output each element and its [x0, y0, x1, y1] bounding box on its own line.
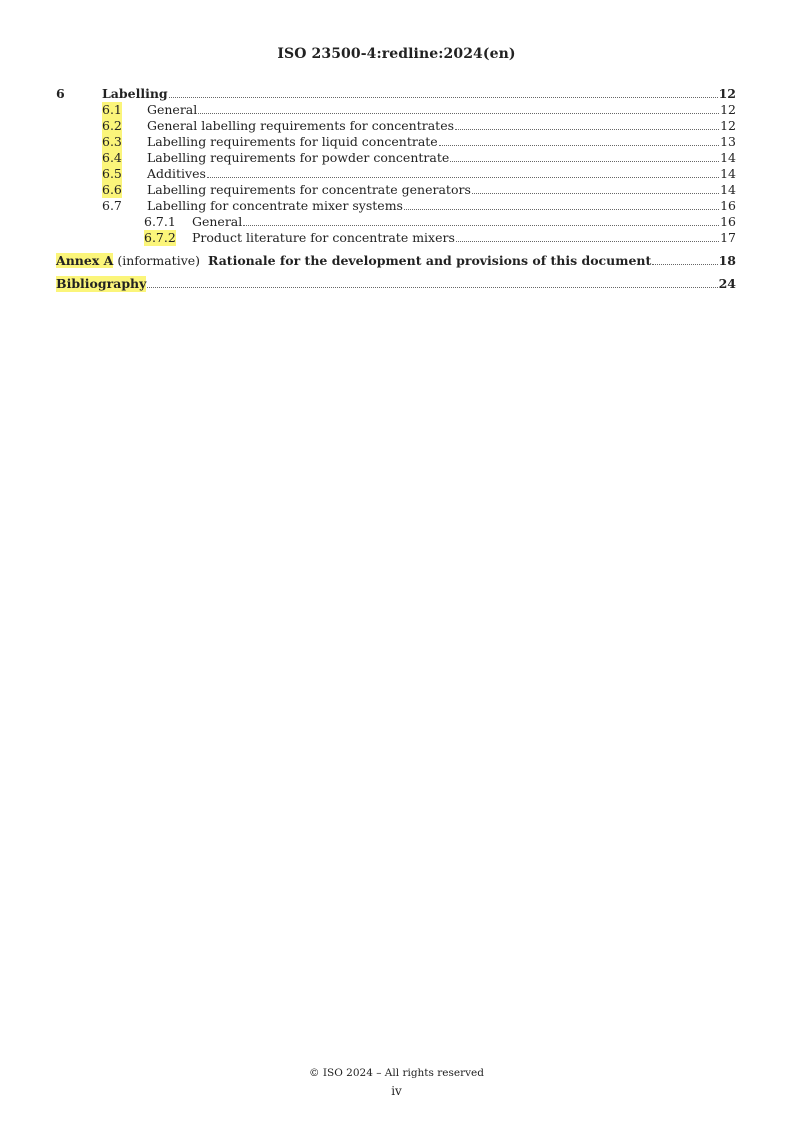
- dot-leader: [207, 176, 719, 178]
- toc-page: 16: [720, 214, 736, 229]
- toc-number: 6.7.2: [144, 230, 176, 245]
- dot-leader: [147, 286, 717, 288]
- toc-number: 6.7.1: [144, 214, 176, 229]
- page-footer: [0, 1067, 793, 1098]
- toc-entry-6-1[interactable]: [56, 102, 736, 118]
- toc-number: 6.2: [102, 118, 122, 133]
- dot-leader: [456, 240, 719, 242]
- toc-number: 6: [56, 86, 65, 101]
- toc-title: General labelling requirements for concentrates: [147, 118, 455, 133]
- dot-leader: [439, 144, 719, 146]
- dot-leader: [450, 160, 719, 162]
- toc-page: 13: [720, 134, 736, 149]
- page-number: iv: [391, 1084, 402, 1098]
- toc-entry-bibliography[interactable]: [56, 276, 736, 292]
- toc-page: 16: [720, 198, 736, 213]
- toc-page: 12: [720, 118, 736, 133]
- toc-title: General: [147, 102, 198, 117]
- toc-title: Labelling requirements for liquid concentrate: [147, 134, 438, 149]
- toc-number: 6.7: [102, 198, 122, 213]
- toc-entry-6-7-2[interactable]: [56, 230, 736, 246]
- toc-page: 14: [720, 150, 736, 165]
- toc-entry-annex-a[interactable]: [56, 253, 736, 269]
- toc-number: 6.6: [102, 182, 122, 197]
- toc-number: 6.5: [102, 166, 122, 181]
- toc-title: Additives: [147, 166, 206, 181]
- document-header: ISO 23500-4:redline:2024(en): [277, 46, 516, 62]
- table-of-contents: [56, 86, 736, 292]
- toc-page: 14: [720, 166, 736, 181]
- toc-number: 6.1: [102, 102, 122, 117]
- toc-entry-6-3[interactable]: [56, 134, 736, 150]
- toc-title: Product literature for concentrate mixers: [192, 230, 455, 245]
- dot-leader: [652, 263, 717, 265]
- toc-page: 18: [718, 253, 736, 268]
- toc-page: 12: [720, 102, 736, 117]
- toc-number: 6.3: [102, 134, 122, 149]
- toc-title: Labelling requirements for concentrate generators: [147, 182, 471, 197]
- toc-title: Labelling requirements for powder concentrate: [147, 150, 450, 165]
- toc-entry-6-2[interactable]: [56, 118, 736, 134]
- dot-leader: [169, 96, 718, 98]
- copyright-notice: © ISO 2024 – All rights reserved: [309, 1067, 484, 1079]
- toc-title: Rationale for the development and provisions of this document: [208, 253, 652, 268]
- toc-entry-6-6[interactable]: [56, 182, 736, 198]
- dot-leader: [198, 112, 719, 114]
- toc-page: 14: [720, 182, 736, 197]
- toc-title: Labelling: [102, 86, 168, 101]
- toc-entry-6-7[interactable]: [56, 198, 736, 214]
- toc-entry-6-7-1[interactable]: [56, 214, 736, 230]
- toc-title: Labelling for concentrate mixer systems: [147, 198, 403, 213]
- toc-entry-6-5[interactable]: [56, 166, 736, 182]
- dot-leader: [243, 224, 719, 226]
- toc-page: 17: [720, 230, 736, 245]
- toc-title: Bibliography: [56, 276, 147, 291]
- dot-leader: [455, 128, 719, 130]
- toc-page: 24: [718, 276, 736, 291]
- toc-entry-clause-6[interactable]: [56, 86, 736, 102]
- toc-title: General: [192, 214, 243, 229]
- dot-leader: [404, 208, 719, 210]
- toc-entry-6-4[interactable]: [56, 150, 736, 166]
- annex-label: Annex A: [56, 253, 114, 268]
- toc-number: 6.4: [102, 150, 122, 165]
- toc-page: 12: [718, 86, 736, 101]
- dot-leader: [472, 192, 719, 194]
- annex-qualifier: (informative): [117, 253, 201, 268]
